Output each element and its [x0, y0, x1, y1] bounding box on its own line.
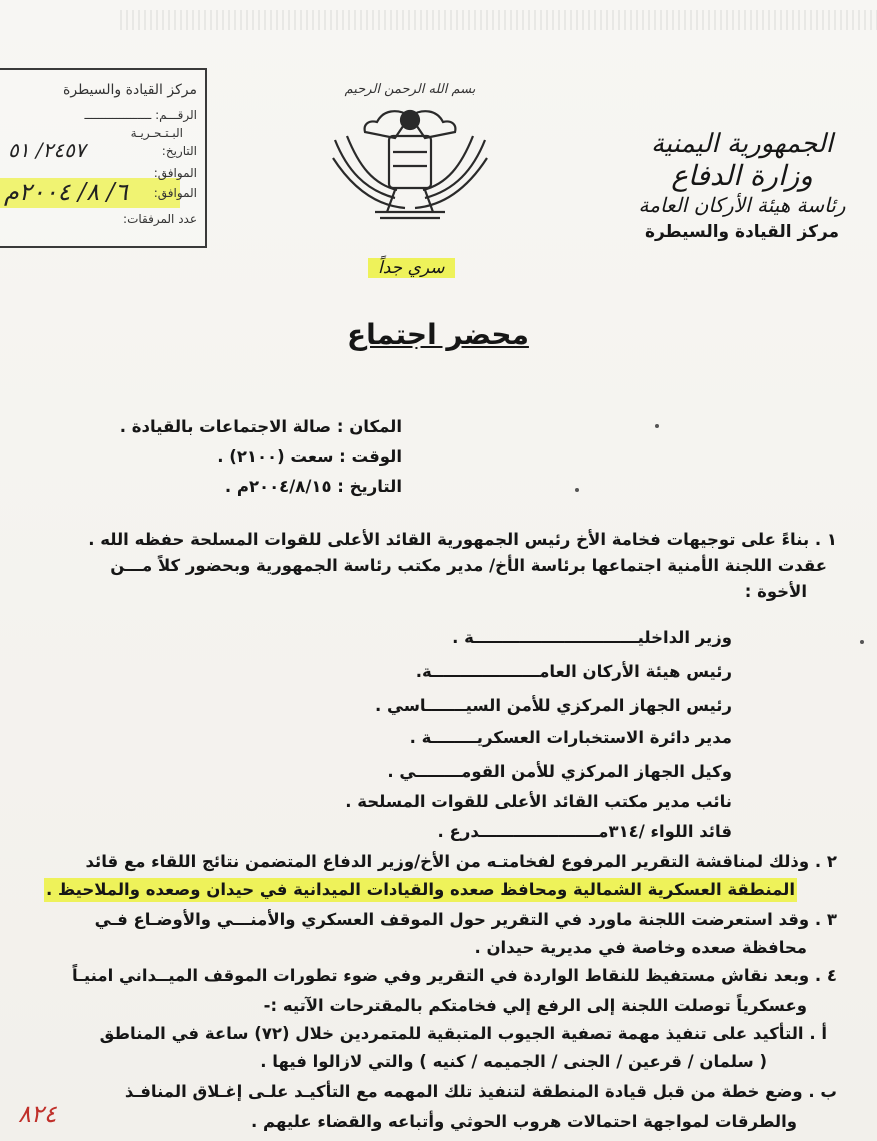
header-general-staff: رئاسة هيئة الأركان العامة	[638, 193, 846, 217]
body-line-highlighted: المنطقة العسكرية الشمالية ومحافظ صعده والقيادات الميدانية في حيدان وصعده والملاحيظ .	[44, 878, 797, 902]
body-line: أ . التأكيد على تنفيذ مهمة تصفية الجيوب المتبقية للمتمردين خلال (٧٢) ساعة في المناطق	[99, 1024, 827, 1043]
classification-label: سري جداً	[368, 258, 455, 278]
header-ministry: وزارة الدفاع	[671, 159, 813, 192]
body-line: نائب مدير مكتب القائد الأعلى للقوات المسلحة .	[345, 792, 732, 811]
stamp-line-4: التاريخ:	[161, 144, 197, 158]
body-line: وكيل الجهاز المركزي للأمن القومــــــــي .	[387, 762, 732, 781]
stamp-line-5: الموافق:	[153, 166, 197, 180]
document-title: محضر اجتماع	[347, 318, 529, 351]
meeting-place: المكان : صالة الاجتماعات بالقيادة .	[119, 417, 402, 436]
body-line: ٢ . وذلك لمناقشة التقرير المرفوع لفخامتـه من الأخ/وزير الدفاع المتضمن نتائج اللقاء مع قائد	[85, 852, 837, 871]
stamp-handwritten-date: ٦/ ٨/ ٢٠٠٤م	[4, 178, 128, 206]
body-line: والطرقات لمواجهة احتمالات هروب الحوثي وأتباعه والقضاء عليهم .	[251, 1112, 797, 1131]
scan-speck	[575, 488, 579, 492]
body-line: الأخوة :	[744, 582, 807, 601]
body-line: محافظة صعده وخاصة في مديرية حيدان .	[474, 938, 807, 957]
basmala: بسم الله الرحمن الرحيم	[344, 82, 476, 97]
body-line: ( سلمان / قرعين / الجنى / الجميمه / كنيه ) والتي لازالوا فيها .	[260, 1052, 767, 1071]
body-line: ١ . بناءً على توجيهات فخامة الأخ رئيس الجمهورية القائد الأعلى للقوات المسلحة حفظه الله .	[88, 530, 837, 549]
stamp-line-7: عدد المرفقات:	[123, 212, 197, 226]
body-line: عقدت اللجنة الأمنية اجتماعها برئاسة الأخ/ مدير مكتب رئاسة الجمهورية وبحضور كلاً مـــن	[110, 556, 827, 575]
body-line: رئيس الجهاز المركزي للأمن السيـــــــاسي .	[375, 696, 732, 715]
body-line: ٣ . وقد استعرضت اللجنة ماورد في التقرير حول الموقف العسكري والأمنـــي والأوضـاع فـي	[94, 910, 837, 929]
body-line: ب . وضع خطة من قبل قيادة المنطقة لتنفيذ تلك المهمه مع التأكيـد علـى إغـلاق المنافـذ	[124, 1082, 837, 1101]
stamp-line-6: الموافق:	[153, 186, 197, 200]
body-line: ٤ . وبعد نقاش مستفيظ للنقاط الواردة في التقرير وفي ضوء تطورات الموقف الميــداني امنيـاً	[72, 966, 837, 985]
stamp-handwritten-number: ٢٤٥٧/ ٥١	[8, 138, 86, 162]
meeting-time: الوقت : سعت (٢١٠٠) .	[217, 447, 402, 466]
header-command-center: مركز القيادة والسيطرة	[644, 222, 840, 242]
body-line: وزير الداخليـــــــــــــــــــــــــــــة .	[452, 628, 732, 647]
header-republic: الجمهورية اليمنية	[650, 129, 834, 159]
stamp-line-2: الرقـــم: ـــــــــــــــــــ	[84, 108, 197, 122]
body-line: قائد اللواء /٣١٤مـــــــــــــــــــــدرع .	[437, 822, 732, 841]
scan-artifact-band	[120, 10, 877, 30]
stamp-line-1: مركز القيادة والسيطرة	[63, 82, 197, 98]
body-line: مدير دائرة الاستخبارات العسكريــــــــة .	[409, 728, 732, 747]
meeting-date: التاريخ : ٢٠٠٤/٨/١٥م .	[224, 477, 402, 496]
body-line: رئيس هيئة الأركان العامـــــــــــــــــــة.	[415, 662, 732, 681]
stamp-line-3: البـتـحـريـة	[130, 126, 183, 140]
ministry-header	[627, 128, 857, 246]
scan-speck	[860, 640, 864, 644]
handwritten-page-number: ٨٢٤	[18, 1100, 57, 1128]
body-line: وعسكرياً توصلت اللجنة إلى الرفع إلي فخامتكم بالمقترحات الآتيه :-	[263, 996, 807, 1015]
yemen-eagle-emblem-icon	[325, 80, 495, 230]
meeting-details	[120, 412, 402, 502]
registration-stamp	[0, 68, 207, 248]
scan-speck	[655, 424, 659, 428]
